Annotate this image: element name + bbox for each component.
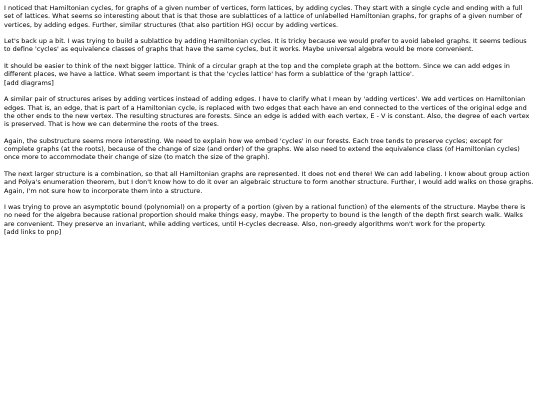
paragraph-sublattice: [4, 37, 534, 54]
paragraph-text: The next larger structure is a combination, so that all Hamiltonian graphs are represented. It does not end there! We can add labeling. I know about group action and Polya's enumeration theorem, but I don't know how to do it over an algebraic structure to form another structure. Further, I would add walks on those graphs. Again, I'm not sure how to incorporate them into a structure.: [4, 169, 534, 195]
document-body: [4, 4, 534, 236]
paragraph-bigger-lattice: [4, 62, 534, 87]
paragraph-lattices-intro: [4, 4, 534, 29]
paragraph-text: A similar pair of structures arises by adding vertices instead of adding edges. I have to clarify what I mean by 'adding vertices'. We add vertices on Hamiltonian edges. That is, an edge, that is part of a Hamiltonian cycle, is replaced with two edges that each have an end connected to the vertices of the original edge and the other ends to the new vertex. The resulting structures are forests. Since an edge is added with each vertex, E - V is constant. Also, the degree of each vertex is preserved. That is how we can determine the roots of the trees.: [4, 95, 530, 129]
editor-note-add-diagrams: [add diagrams]: [4, 78, 54, 87]
paragraph-text: Again, the substructure seems more interesting. We need to explain how we embed 'cycles' in our forests. Each tree tends to preserve cycles; except for complete graphs (at the roots), because of the change of size (and order) of the graphs. We also need to extend the equivalence class (of Hamiltonian cycles) once more to accommodate their change of size (to match the size of the graph).: [4, 136, 520, 162]
paragraph-asymptotic-bound: [4, 203, 534, 236]
paragraph-text: I was trying to prove an asymptotic bound (polynomial) on a property of a portion (given by a rational function) of the elements of the structure. Maybe there is no need for the algebra because rational proportion should make things easy, maybe. The property to bound is the length of the depth first search walk. Walks are convenient. They preserve an invariant, while adding vertices, until H-cycles decrease. Also, non-greedy algorithms won't work for the property.: [4, 203, 526, 228]
paragraph-text: I noticed that Hamiltonian cycles, for graphs of a given number of vertices, form lattices, by adding cycles. They start with a single cycle and ending with a full set of lattices. What seems so interesting about that is that those are sublattices of a lattice of unlabelled Hamiltonian graphs, for graphs of a given number of vertices, by adding edges. Further, similar structures (that also partition HG) occur by adding vertices.: [4, 4, 523, 29]
paragraph-adding-vertices: [4, 95, 534, 128]
paragraph-text: It should be easier to think of the next bigger lattice. Think of a circular graph at the top and the complete graph at the bottom. Since we can add edges in different places, we have a lattice. What seem important is that the 'cycles lattice' has form a sublattice of the 'graph lattice'.: [4, 62, 510, 79]
paragraph-text: Let's back up a bit. I was trying to build a sublattice by adding Hamiltonian cycles. It is tricky because we would prefer to avoid labeled graphs. It seems tedious to define 'cycles' as equivalence classes of graphs that have the same cycles, but it works. Maybe universal algebra would be more convenient.: [4, 37, 527, 54]
editor-note-add-links: [add links to pnp]: [4, 228, 62, 237]
paragraph-larger-structure: [4, 170, 534, 195]
paragraph-substructure: [4, 137, 534, 162]
